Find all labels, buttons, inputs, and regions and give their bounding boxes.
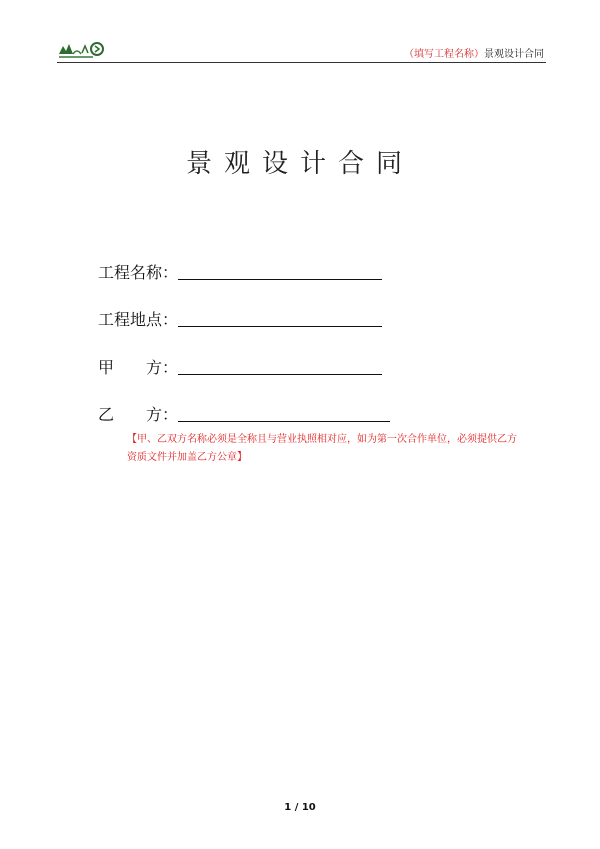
project-name-blank-line[interactable]	[178, 279, 382, 280]
project-name-label: 工程名称：	[98, 263, 179, 282]
header-title	[404, 45, 544, 60]
project-location-field[interactable]	[98, 307, 382, 331]
page-number: 1 / 10	[284, 802, 316, 813]
header-contract-name: 景观设计合同	[484, 49, 544, 60]
project-location-blank-line[interactable]	[178, 326, 382, 327]
party-name-note	[127, 431, 567, 467]
party-b-field[interactable]	[98, 402, 390, 426]
party-a-blank-line[interactable]	[178, 374, 382, 375]
party-a-field[interactable]	[98, 355, 382, 379]
project-name-field[interactable]	[98, 260, 382, 284]
document-title: 景观设计合同	[185, 149, 414, 179]
project-location-label: 工程地点：	[98, 310, 179, 329]
header-project-name-placeholder: （填写工程名称）	[404, 49, 484, 60]
header-divider	[57, 62, 546, 63]
note-line-1: 【甲、乙双方名称必须是全称且与营业执照相对应，如为第一次合作单位，必须提供乙方	[127, 434, 517, 445]
party-b-label: 乙 方：	[98, 405, 179, 424]
company-logo-icon	[57, 40, 109, 60]
note-line-2: 资质文件并加盖乙方公章】	[127, 452, 247, 463]
party-a-label: 甲 方：	[98, 358, 179, 377]
party-b-blank-line[interactable]	[178, 421, 390, 422]
